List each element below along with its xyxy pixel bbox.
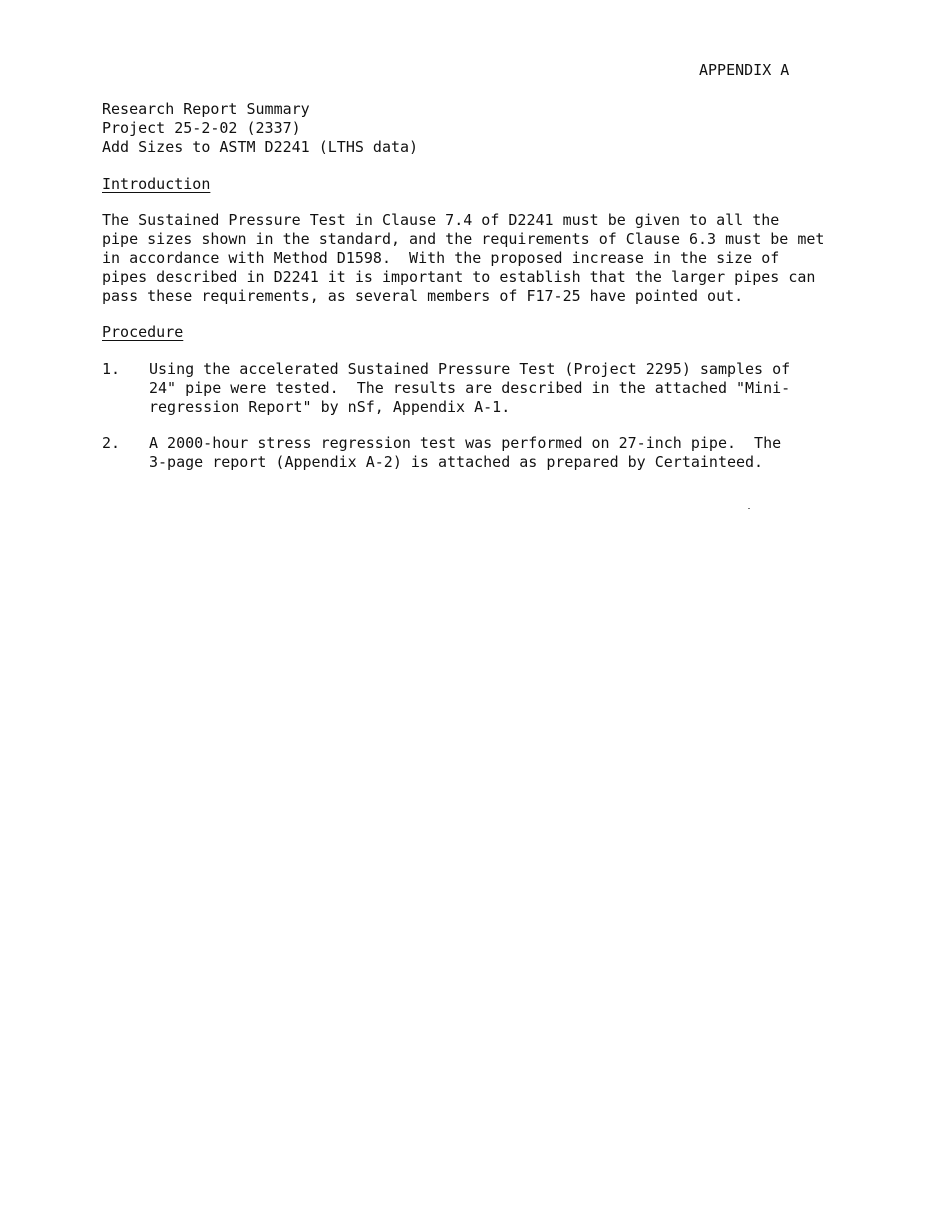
item-text	[149, 434, 889, 472]
introduction-heading: Introduction	[102, 175, 211, 193]
scan-speck	[748, 508, 750, 509]
project-subject: Add Sizes to ASTM D2241 (LTHS data)	[102, 138, 419, 156]
item-line: 24" pipe were tested. The results are described in the attached "Mini-	[149, 379, 791, 397]
appendix-label: APPENDIX A	[699, 61, 790, 79]
paragraph-line: pipe sizes shown in the standard, and the requirements of Clause 6.3 must be met	[102, 230, 825, 248]
procedure-heading: Procedure	[102, 323, 184, 341]
item-text	[149, 360, 889, 417]
item-line: regression Report" by nSf, Appendix A-1.	[149, 398, 511, 416]
report-header	[102, 100, 418, 157]
project-number: Project 25-2-02 (2337)	[102, 119, 301, 137]
paragraph-line: in accordance with Method D1598. With the proposed increase in the size of	[102, 249, 780, 267]
item-line: A 2000-hour stress regression test was performed on 27-inch pipe. The	[149, 434, 782, 452]
paragraph-line: pass these requirements, as several members of F17-25 have pointed out.	[102, 287, 744, 305]
item-number: 1.	[102, 360, 121, 378]
item-line: Using the accelerated Sustained Pressure Test (Project 2295) samples of	[149, 360, 791, 378]
introduction-paragraph	[102, 211, 882, 306]
paragraph-line: pipes described in D2241 it is important to establish that the larger pipes can	[102, 268, 816, 286]
report-title: Research Report Summary	[102, 100, 310, 118]
paragraph-line: The Sustained Pressure Test in Clause 7.4 of D2241 must be given to all the	[102, 211, 780, 229]
item-line: 3-page report (Appendix A-2) is attached as prepared by Certainteed.	[149, 453, 764, 471]
item-number: 2.	[102, 434, 121, 452]
